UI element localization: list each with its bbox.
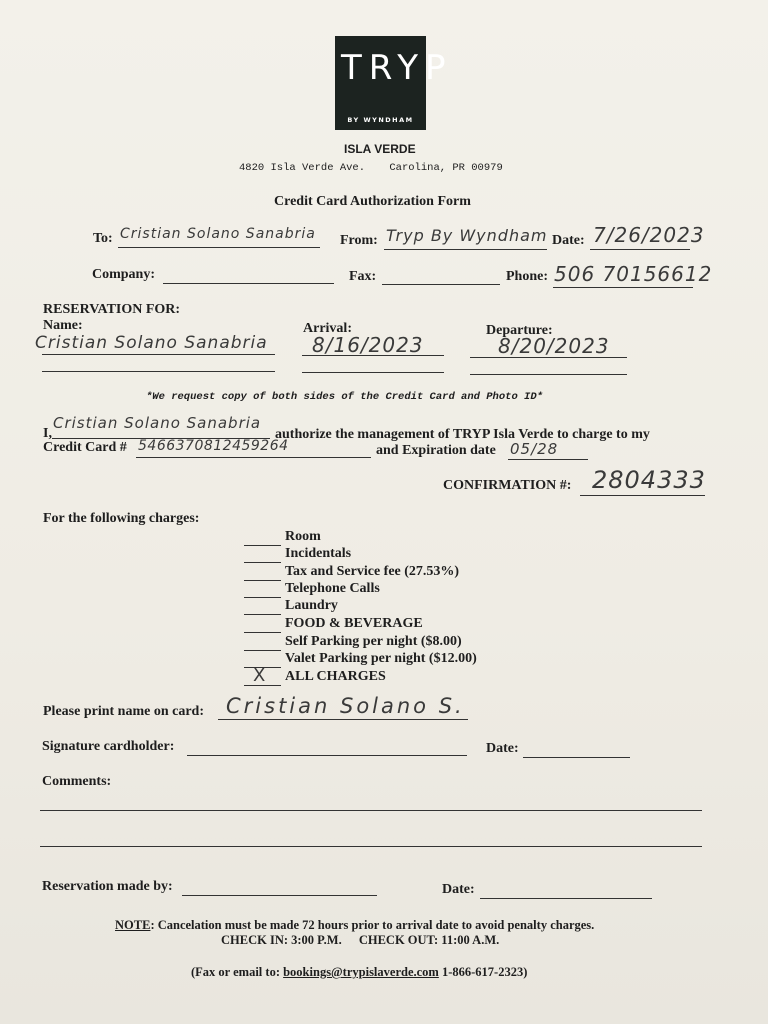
checkin-time: CHECK IN: 3:00 P.M. <box>221 933 342 947</box>
departure-value: 8/20/2023 <box>498 334 610 358</box>
logo-subtext: BY WYNDHAM <box>347 116 414 124</box>
check-times <box>221 933 499 948</box>
charge-label-tax: Tax and Service fee (27.53%) <box>285 564 460 579</box>
charge-label-all: ALL CHARGES <box>285 669 386 684</box>
arrival-line-1 <box>302 355 444 356</box>
name-label: Name: <box>43 318 83 333</box>
company-line <box>163 283 334 284</box>
charge-label-laundry: Laundry <box>285 598 338 613</box>
address-city: Carolina, PR 00979 <box>389 162 503 174</box>
charges-heading: For the following charges: <box>43 511 200 526</box>
confirmation-value: 2804333 <box>592 466 706 494</box>
date-line <box>590 249 690 250</box>
card-label: Credit Card # <box>43 440 127 455</box>
from-label: From: <box>340 233 378 248</box>
reservation-made-line[interactable] <box>182 895 377 896</box>
name-line-1 <box>42 354 275 355</box>
confirmation-label: CONFIRMATION #: <box>443 478 572 493</box>
comments-line-1[interactable] <box>40 810 702 811</box>
to-value: Cristian Solano Sanabria <box>120 226 316 242</box>
charge-label-telephone: Telephone Calls <box>285 581 380 596</box>
departure-line-1 <box>470 357 627 358</box>
exp-line <box>508 459 588 460</box>
departure-line-2 <box>470 374 627 375</box>
auth-name-value: Cristian Solano Sanabria <box>53 414 262 432</box>
phone-line <box>553 287 693 288</box>
exp-value: 05/28 <box>510 440 559 458</box>
request-note: *We request copy of both sides of the Credit Card and Photo ID* <box>146 391 543 403</box>
hotel-name: ISLA VERDE <box>344 142 416 156</box>
confirmation-line <box>580 495 705 496</box>
contact-email-link[interactable]: bookings@trypislaverde.com <box>283 965 439 979</box>
charge-label-self-parking: Self Parking per night ($8.00) <box>285 634 462 649</box>
company-label: Company: <box>92 267 156 282</box>
charge-checkbox-incidentals[interactable] <box>244 562 281 563</box>
charge-checkbox-laundry[interactable] <box>244 614 281 615</box>
print-name-label: Please print name on card: <box>43 704 204 719</box>
note-label: NOTE <box>115 918 151 932</box>
fax-line <box>382 284 500 285</box>
date-label: Date: <box>552 233 585 248</box>
phone-label: Phone: <box>506 269 548 284</box>
charge-label-incidentals: Incidentals <box>285 546 352 561</box>
form-title: Credit Card Authorization Form <box>274 194 471 209</box>
from-value: Tryp By Wyndham <box>386 226 548 245</box>
charge-checkbox-food[interactable] <box>244 632 281 633</box>
charge-label-valet-parking: Valet Parking per night ($12.00) <box>285 651 477 666</box>
name-value: Cristian Solano Sanabria <box>35 333 268 353</box>
logo-text: TRYP <box>341 48 453 88</box>
address-street: 4820 Isla Verde Ave. <box>239 162 366 174</box>
contact-line <box>191 965 527 980</box>
name-line-2 <box>42 371 275 372</box>
charge-checkbox-self-parking[interactable] <box>244 650 281 651</box>
card-number-line <box>136 457 371 458</box>
departure-label: Departure: <box>486 323 553 338</box>
charge-checkbox-tax[interactable] <box>244 580 281 581</box>
charge-mark-all: X <box>253 665 267 686</box>
note-text: : Cancelation must be made 72 hours prior to arrival date to avoid penalty charges. <box>150 918 595 932</box>
card-number-value: 5466370812459264 <box>138 438 289 454</box>
contact-phone: 1-866-617-2323) <box>438 965 528 979</box>
signature-date-line[interactable] <box>523 757 630 758</box>
charge-checkbox-room[interactable] <box>244 545 281 546</box>
reservation-date-line[interactable] <box>480 898 652 899</box>
fax-label: Fax: <box>349 269 377 284</box>
arrival-label: Arrival: <box>303 321 352 336</box>
auth-prefix: I, <box>43 426 52 441</box>
print-name-value: Cristian Solano S. <box>226 694 465 718</box>
date-value: 7/26/2023 <box>593 223 705 247</box>
reservation-date-label: Date: <box>442 882 475 897</box>
comments-line-2[interactable] <box>40 846 702 847</box>
signature-label: Signature cardholder: <box>42 739 175 754</box>
cancel-note <box>115 918 594 933</box>
arrival-value: 8/16/2023 <box>312 333 424 357</box>
charge-label-room: Room <box>285 529 321 544</box>
arrival-line-2 <box>302 372 444 373</box>
reservation-heading: RESERVATION FOR: <box>43 302 181 317</box>
signature-line[interactable] <box>187 755 467 756</box>
contact-prefix: (Fax or email to: <box>191 965 284 979</box>
checkout-time: CHECK OUT: 11:00 A.M. <box>358 933 500 947</box>
exp-label: and Expiration date <box>376 443 496 458</box>
charge-label-food: FOOD & BEVERAGE <box>285 616 423 631</box>
hotel-address <box>239 162 503 174</box>
tryp-logo <box>335 36 453 130</box>
charge-checkbox-telephone[interactable] <box>244 597 281 598</box>
from-line <box>384 249 547 250</box>
print-name-line <box>218 719 468 720</box>
phone-value: 506 70156612 <box>554 262 713 286</box>
auth-text: authorize the management of TRYP Isla Verde to charge to my <box>275 427 650 442</box>
signature-date-label: Date: <box>486 741 519 756</box>
to-line <box>118 247 320 248</box>
reservation-made-label: Reservation made by: <box>42 879 173 894</box>
comments-label: Comments: <box>42 774 112 789</box>
to-label: To: <box>93 231 113 246</box>
